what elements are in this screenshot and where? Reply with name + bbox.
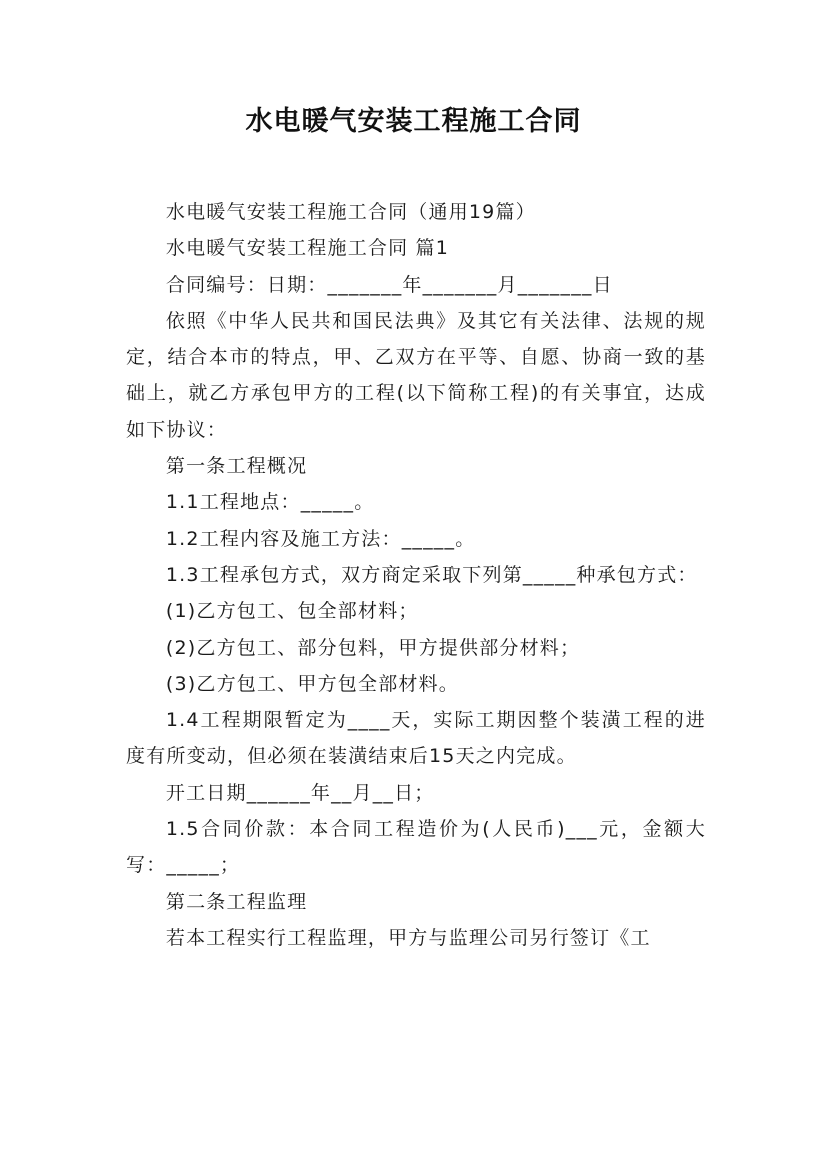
paragraph: 开工日期______年__月__日； xyxy=(165,781,435,804)
paragraph: 合同编号：日期：_______年_______月_______日 xyxy=(165,273,613,296)
document-title: 水电暖气安装工程施工合同 xyxy=(245,106,582,137)
paragraph: 1.5合同价款：本合同工程造价为(人民币)___元，金额大写：_____； xyxy=(126,818,706,877)
paragraph: 若本工程实行工程监理，甲方与监理公司另行签订《工 xyxy=(165,926,651,949)
paragraph: 1.3工程承包方式，双方商定采取下列第_____种承包方式： xyxy=(165,563,698,586)
paragraph: 依照《中华人民共和国民法典》及其它有关法律、法规的规定，结合本市的特点，甲、乙双方在平等、自愿、协商一致的基础上，就乙方承包甲方的工程(以下简称工程)的有关事宜，达成如下协议： xyxy=(126,309,706,441)
paragraph: 水电暖气安装工程施工合同（通用19篇） xyxy=(165,201,536,223)
list-item: (2)乙方包工、部分包料，甲方提供部分材料； xyxy=(165,636,581,659)
section-heading: 第二条工程监理 xyxy=(165,890,308,913)
list-item: (3)乙方包工、甲方包全部材料。 xyxy=(165,672,460,695)
paragraph: 水电暖气安装工程施工合同 篇1 xyxy=(165,237,450,260)
list-item: (1)乙方包工、包全部材料； xyxy=(165,600,419,623)
paragraph: 1.2工程内容及施工方法：_____。 xyxy=(165,527,476,550)
paragraph: 1.1工程地点：_____。 xyxy=(165,491,375,514)
section-heading: 第一条工程概况 xyxy=(165,455,308,478)
document-body xyxy=(126,194,706,956)
paragraph: 1.4工程期限暂定为____天，实际工期因整个装潢工程的进度有所变动，但必须在装潢结束后15天之内完成。 xyxy=(126,709,706,768)
